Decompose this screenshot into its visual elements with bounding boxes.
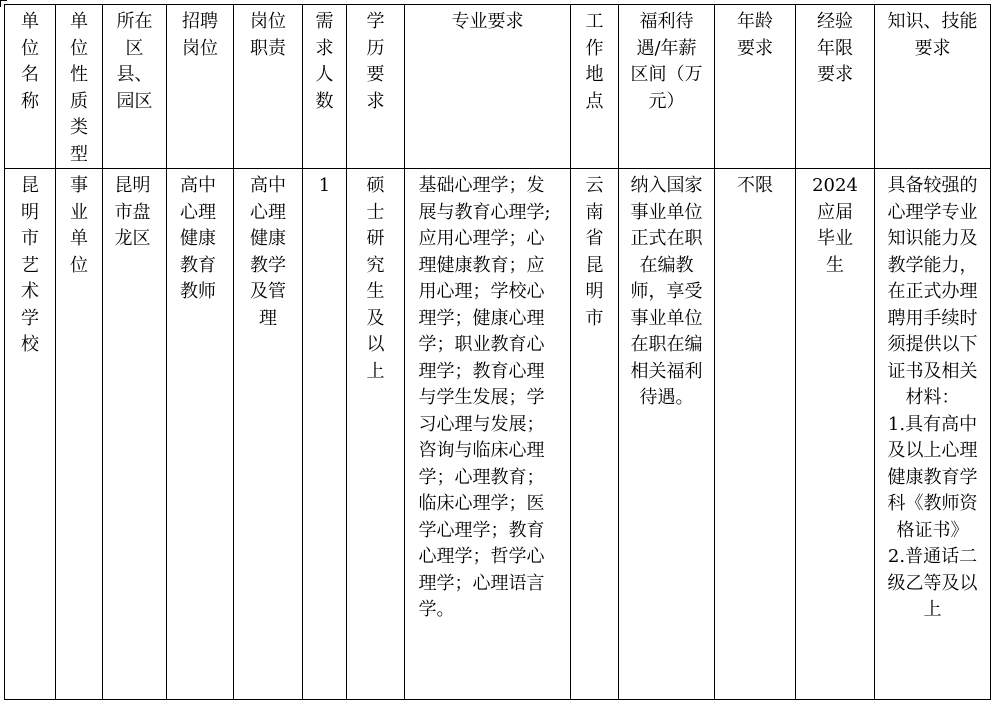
cell-duty: 高中心理健康教学及管理 (234, 169, 303, 700)
skills-item-2: 2.普通话二级乙等及以上 (887, 546, 978, 620)
cell-major: 基础心理学；发展与教育心理学;应用心理学；心理健康教育；应用心理；学校心理学；健康心理学；职业教育心理学；教育心理与学生发展；学习心理与发展；咨询与临床心理学；心理教育；临床心理学；医学心理学；教育心理学；哲学心理学；心理语言学。 (405, 169, 571, 700)
header-position: 招聘岗位 (167, 5, 234, 169)
cell-headcount: 1 (303, 169, 347, 700)
header-major: 专业要求 (405, 5, 571, 169)
header-unit-type: 单位性质类型 (56, 5, 103, 169)
skills-item-1: 1.具有高中及以上心理健康教育学科《教师资格证书》 (887, 413, 978, 541)
table-row (5, 169, 991, 700)
cell-benefits: 纳入国家事业单位正式在职在编教师，享受事业单位在职在编相关福利待遇。 (619, 169, 715, 700)
header-age: 年龄要求 (715, 5, 796, 169)
cell-unit-type: 事业单位 (56, 169, 103, 700)
header-duty: 岗位职责 (234, 5, 303, 169)
header-benefits: 福利待遇/年薪区间（万元） (619, 5, 715, 169)
header-unit-name: 单位名称 (5, 5, 56, 169)
header-education: 学历要求 (347, 5, 405, 169)
header-location: 工作地点 (571, 5, 619, 169)
cell-experience: 2024应届毕业生 (796, 169, 875, 700)
cell-position: 高中心理健康教育教师 (167, 169, 234, 700)
header-experience: 经验年限要求 (796, 5, 875, 169)
recruitment-table (4, 4, 991, 700)
cell-location: 云南省昆明市 (571, 169, 619, 700)
header-skills: 知识、技能要求 (875, 5, 991, 169)
table-header-row (5, 5, 991, 169)
cell-age: 不限 (715, 169, 796, 700)
header-district: 所在区县、园区 (103, 5, 167, 169)
cell-skills (875, 169, 991, 700)
skills-intro: 具备较强的心理学专业知识能力及教学能力，在正式办理聘用手续时须提供以下证书及相关材料： (887, 175, 978, 408)
cell-district: 昆明市盘龙区 (103, 169, 167, 700)
header-headcount: 需求人数 (303, 5, 347, 169)
cell-unit-name: 昆明市艺术学校 (5, 169, 56, 700)
cell-education: 硕士研究生及以上 (347, 169, 405, 700)
